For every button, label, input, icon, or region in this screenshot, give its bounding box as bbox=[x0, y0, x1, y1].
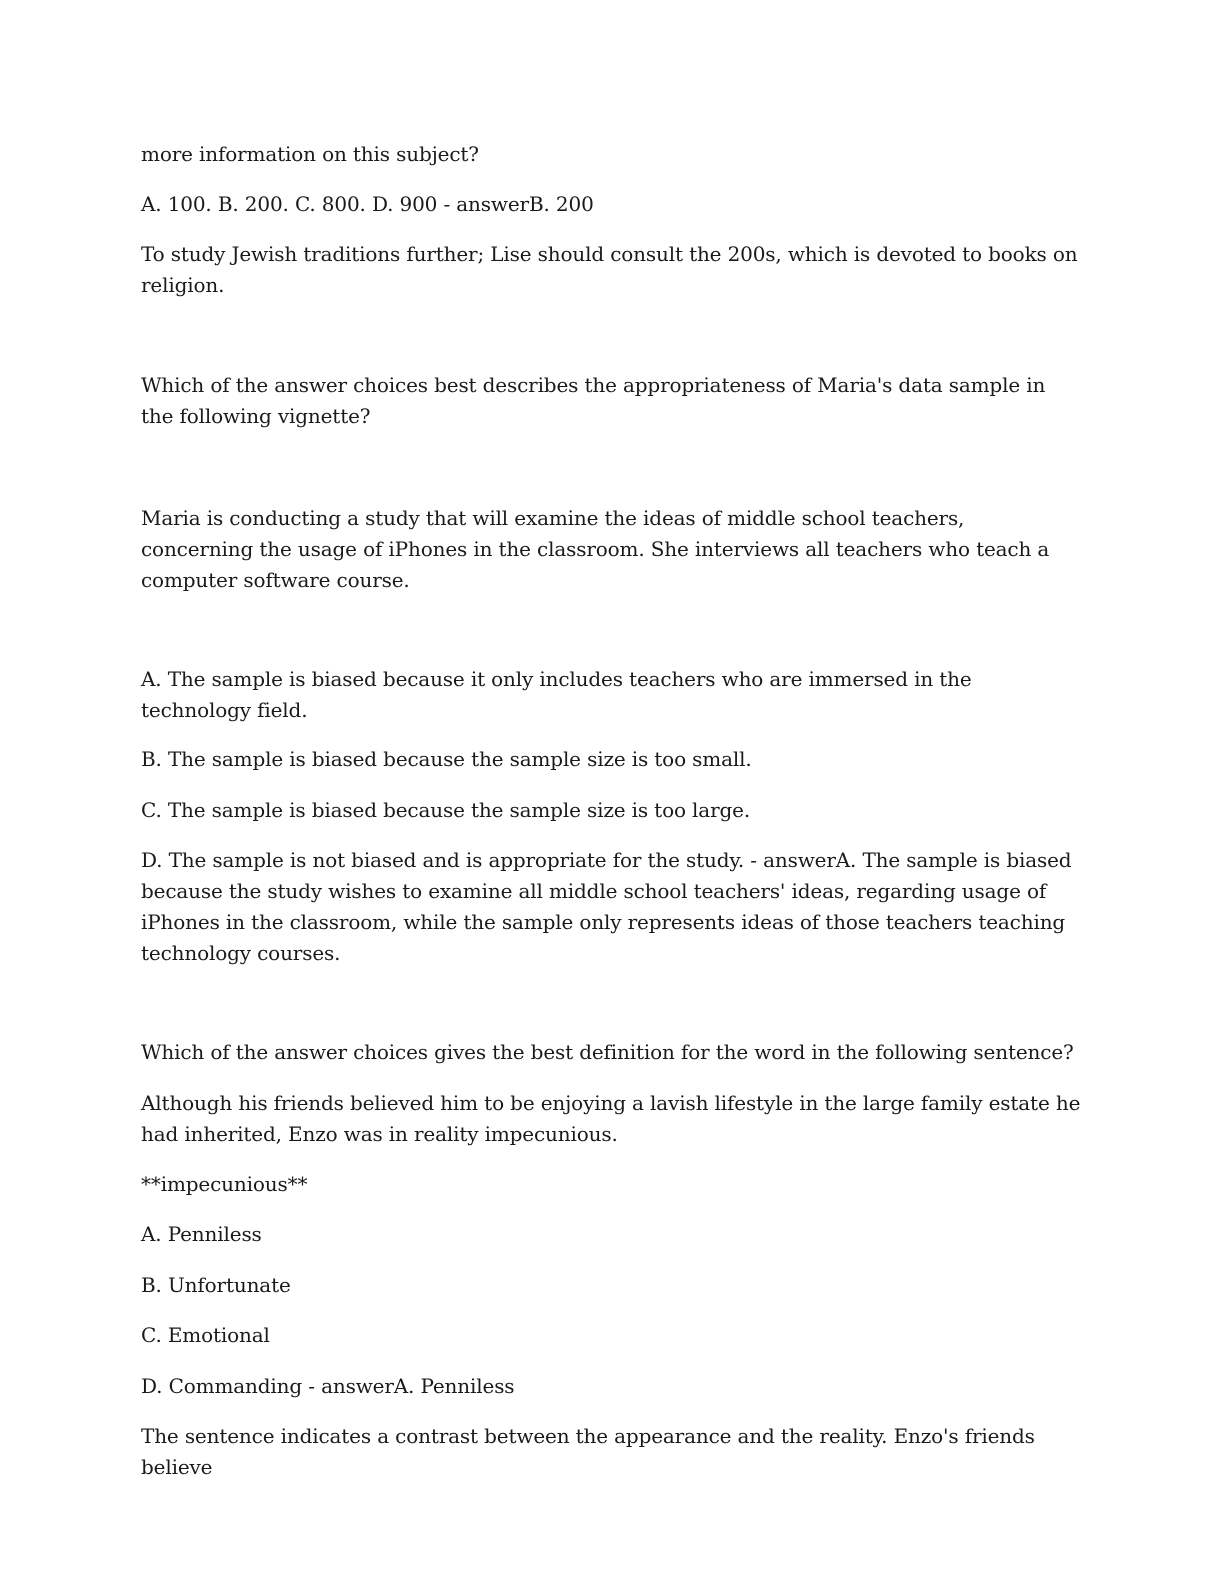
paragraph-option-c: C. The sample is biased because the sample size is too large. bbox=[141, 798, 751, 822]
paragraph-explanation: To study Jewish traditions further; Lise should consult the 200s, which is devoted to books on religion. bbox=[141, 242, 1078, 297]
paragraph-choice-a: A. Penniless bbox=[141, 1222, 262, 1246]
paragraph-answer-options: A. 100. B. 200. C. 800. D. 900 - answerB. 200 bbox=[141, 192, 594, 216]
paragraph-sentence: Although his friends believed him to be enjoying a lavish lifestyle in the large family estate he had inherited, Enzo was in reality impecunious. bbox=[141, 1091, 1081, 1146]
paragraph-target-word: **impecunious** bbox=[141, 1172, 308, 1196]
paragraph-option-a: A. The sample is biased because it only includes teachers who are immersed in the technology field. bbox=[141, 667, 972, 722]
paragraph-choice-c: C. Emotional bbox=[141, 1323, 270, 1347]
paragraph-vignette: Maria is conducting a study that will examine the ideas of middle school teachers, concerning the usage of iPhones in the classroom. She interviews all teachers who teach a computer software course. bbox=[141, 506, 1050, 592]
paragraph-question-definition: Which of the answer choices gives the best definition for the word in the following sentence? bbox=[141, 1040, 1074, 1064]
paragraph-choice-b: B. Unfortunate bbox=[141, 1273, 291, 1297]
paragraph-question-continuation: more information on this subject? bbox=[141, 142, 479, 166]
paragraph-choice-d-answer: D. Commanding - answerA. Penniless bbox=[141, 1374, 515, 1398]
paragraph-option-d-answer: D. The sample is not biased and is appropriate for the study. - answerA. The sample is biased because the study wishes to examine all middle school teachers' ideas, regarding usage of iPhones in the classroom, while the sample only represents ideas of those teachers teaching technology courses. bbox=[141, 848, 1072, 965]
paragraph-option-b: B. The sample is biased because the sample size is too small. bbox=[141, 747, 752, 771]
paragraph-question-maria: Which of the answer choices best describes the appropriateness of Maria's data sample in the following vignette? bbox=[141, 373, 1046, 428]
paragraph-explanation-contrast: The sentence indicates a contrast between the appearance and the reality. Enzo's friends believe bbox=[141, 1424, 1035, 1479]
